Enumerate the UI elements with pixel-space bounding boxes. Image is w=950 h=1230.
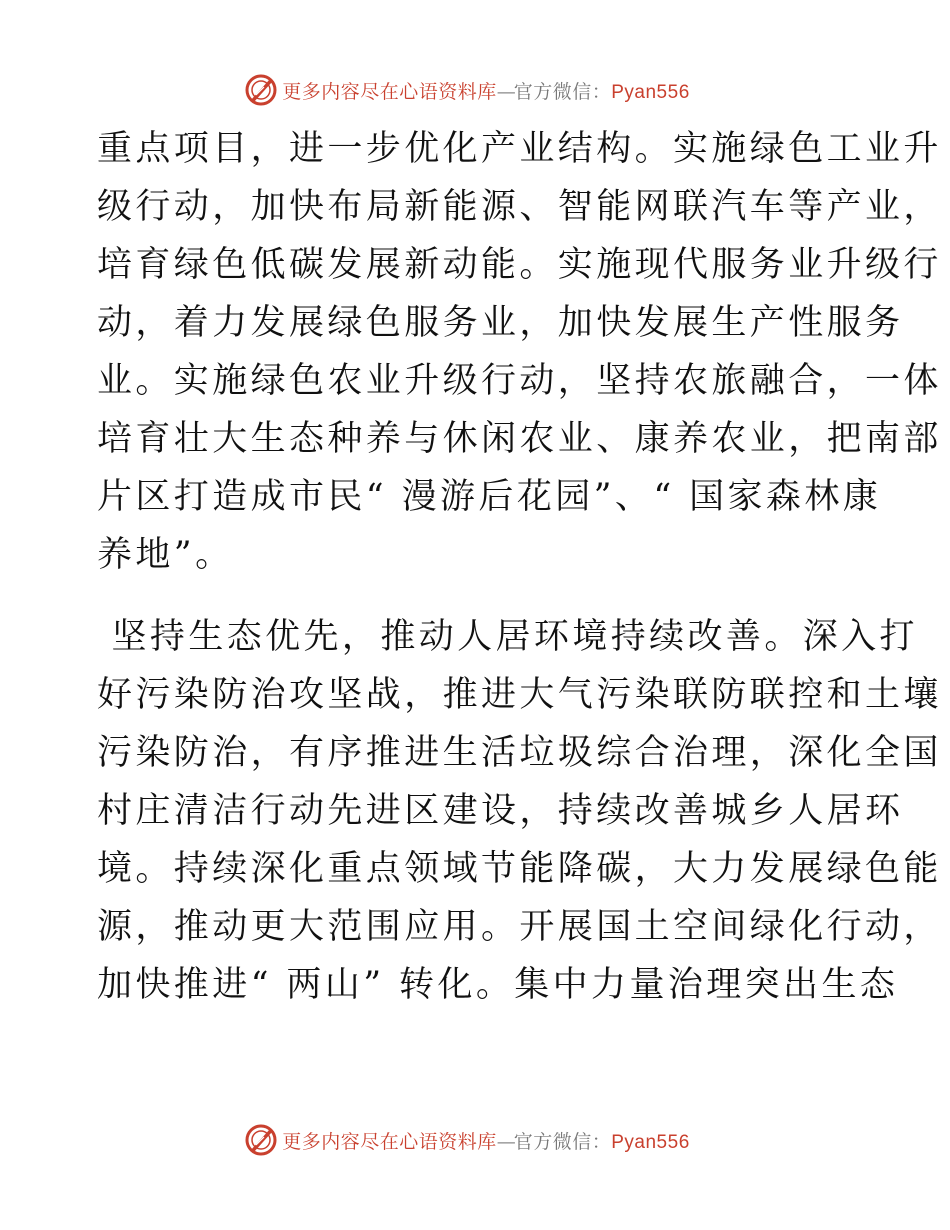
paragraph xyxy=(97,608,942,1014)
text-line: 污染防治，有序推进生活垃圾综合治理，深化全国 xyxy=(97,733,942,773)
header-banner xyxy=(0,70,950,110)
banner-dash: — xyxy=(496,80,514,103)
banner-wechat-id: Pyan556 xyxy=(611,1131,690,1153)
text-line: 级行动，加快布局新能源、智能网联汽车等产业， xyxy=(97,187,942,227)
footer-banner-inner xyxy=(244,1123,690,1157)
text-line: 坚持生态优先，推动人居环境持续改善。深入打 xyxy=(97,617,918,657)
paragraph xyxy=(97,120,942,584)
paragraph-spacer xyxy=(97,584,857,608)
text-line: 好污染防治攻坚战，推进大气污染联防联控和土壤 xyxy=(97,675,942,715)
banner-wechat-id: Pyan556 xyxy=(611,81,690,103)
banner-official-label: 官方微信： xyxy=(513,1130,612,1153)
text-line: 培育壮大生态种养与休闲农业、康养农业，把南部 xyxy=(97,419,942,459)
text-line: 业。实施绿色农业升级行动，坚持农旅融合，一体 xyxy=(97,361,942,401)
text-line: 重点项目，进一步优化产业结构。实施绿色工业升 xyxy=(97,129,942,169)
text-line: 境。持续深化重点领域节能降碳，大力发展绿色能 xyxy=(97,849,942,889)
banner-dash: — xyxy=(496,1130,514,1153)
footer-banner xyxy=(0,1120,950,1160)
text-line: 村庄清洁行动先进区建设，持续改善城乡人居环 xyxy=(97,791,904,831)
text-line: 片区打造成市民“ 漫游后花园”、“ 国家森林康 xyxy=(97,477,882,517)
text-line: 培育绿色低碳发展新动能。实施现代服务业升级行 xyxy=(97,245,942,285)
text-line: 动，着力发展绿色服务业，加快发展生产性服务 xyxy=(97,303,904,343)
feather-seal-logo-icon xyxy=(244,1123,278,1157)
banner-main-text: 更多内容尽在心语资料库 xyxy=(282,1130,497,1153)
text-line: 源，推动更大范围应用。开展国土空间绿化行动， xyxy=(97,907,942,947)
text-line: 加快推进“ 两山” 转化。集中力量治理突出生态 xyxy=(97,965,899,1005)
banner-main-text: 更多内容尽在心语资料库 xyxy=(282,80,497,103)
banner-caption xyxy=(282,77,690,104)
text-line: 养地”。 xyxy=(97,535,234,575)
banner-caption xyxy=(282,1127,690,1154)
header-banner-inner xyxy=(244,73,690,107)
document-body xyxy=(97,120,942,1014)
feather-seal-logo-icon xyxy=(244,73,278,107)
banner-official-label: 官方微信： xyxy=(513,80,612,103)
